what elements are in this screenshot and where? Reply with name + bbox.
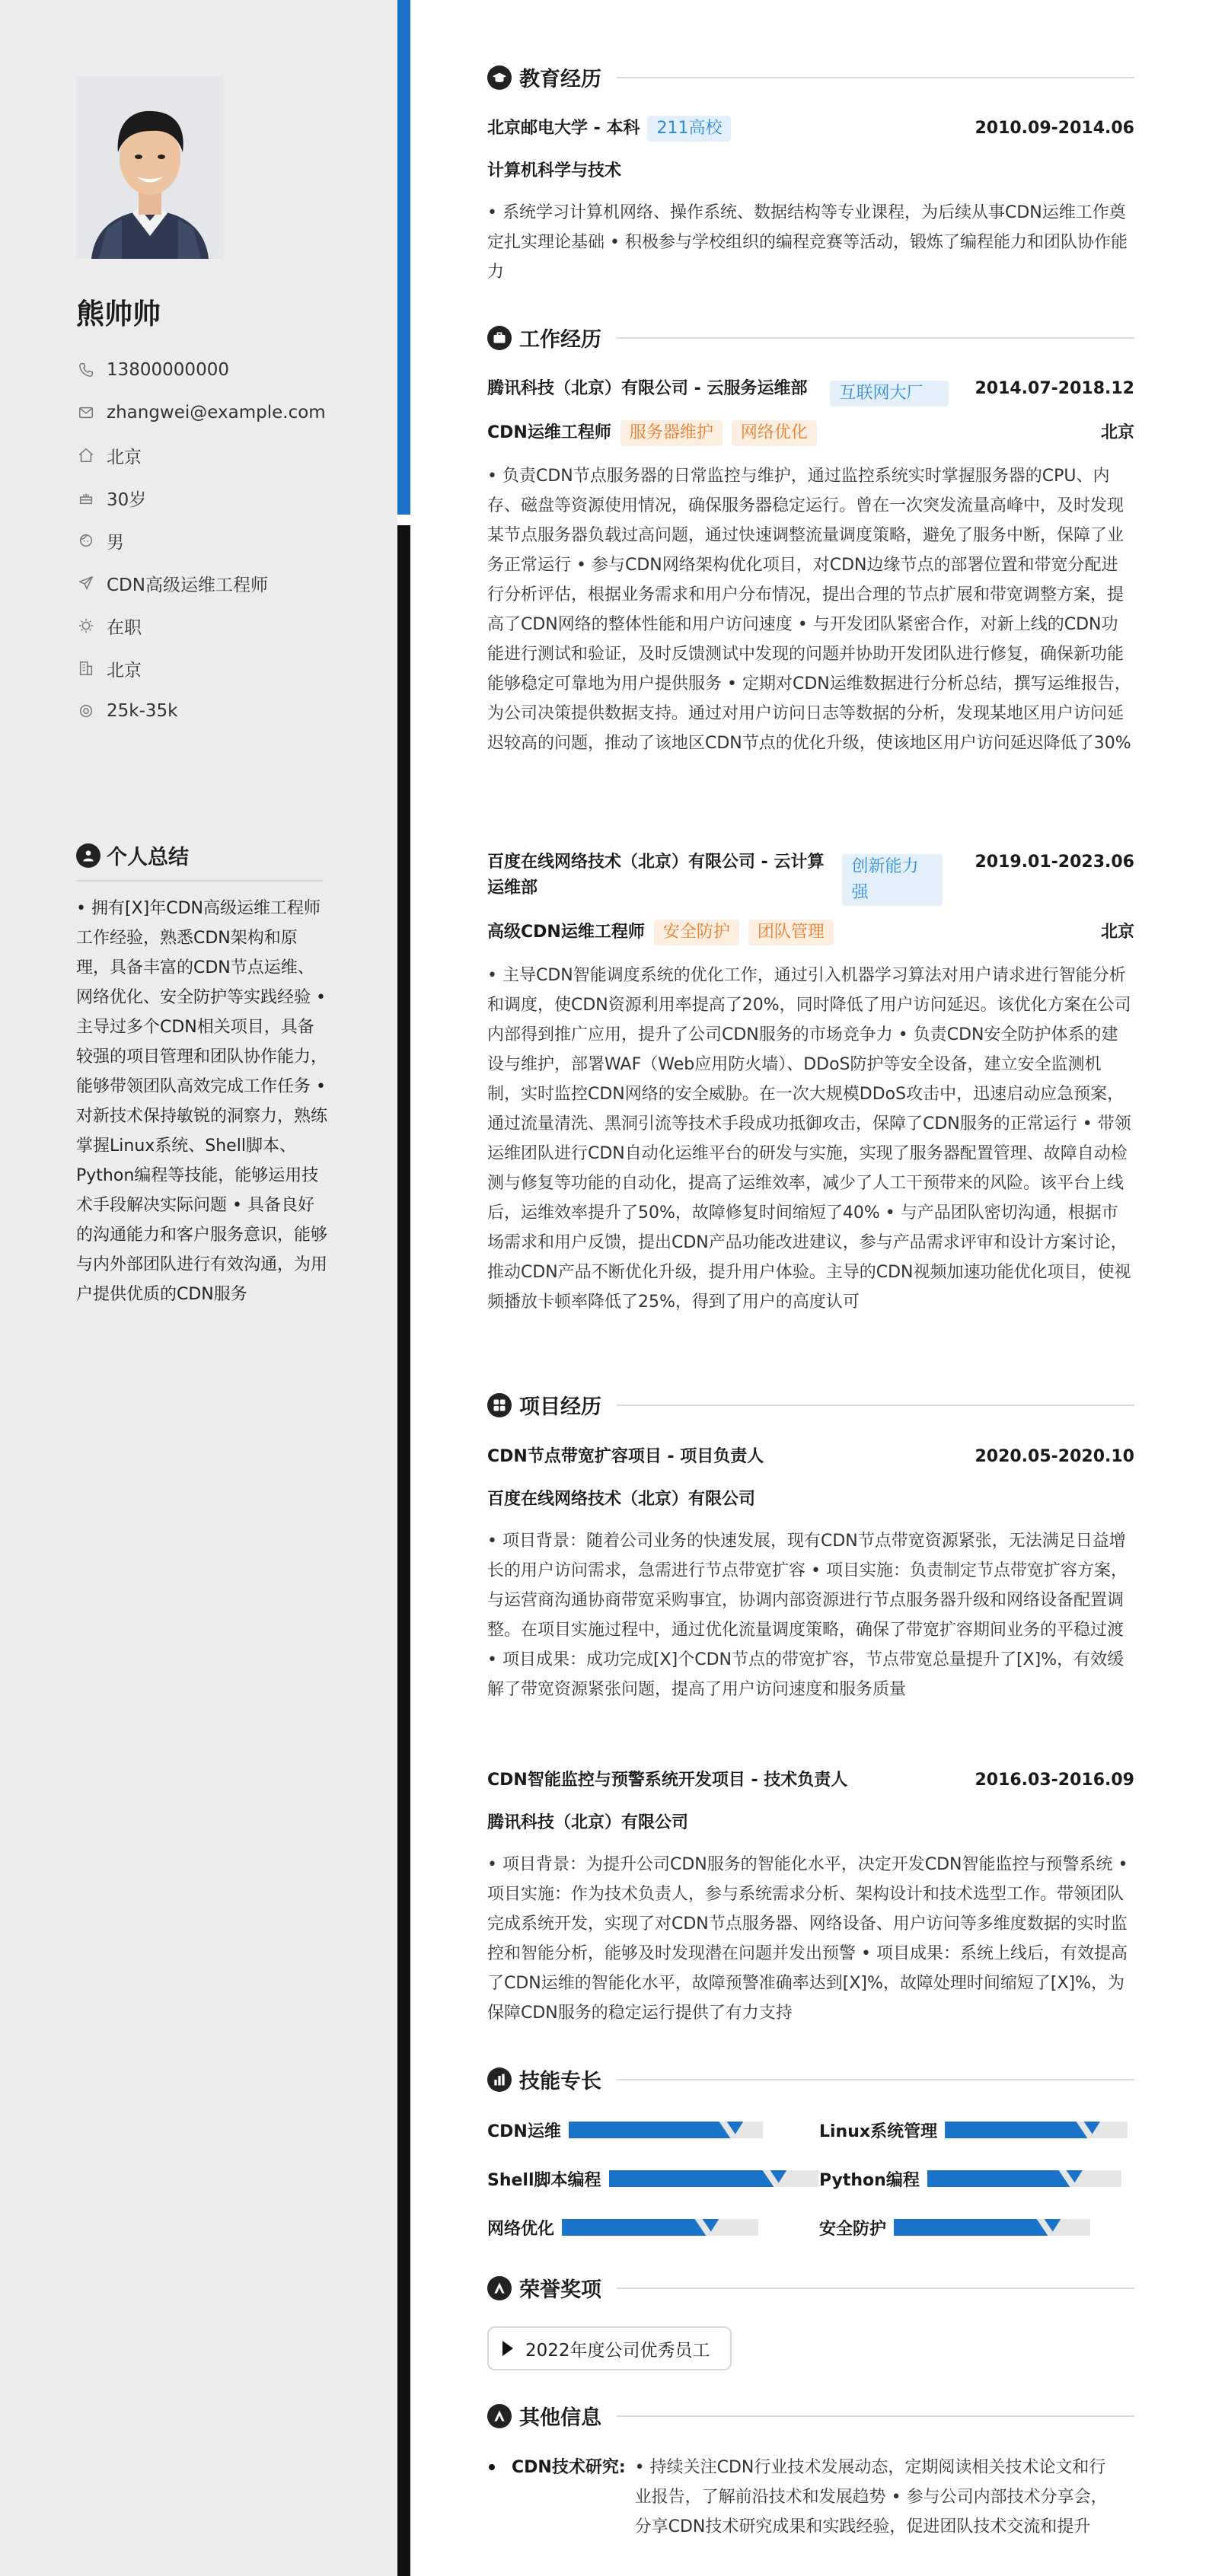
work-entry (487, 850, 1134, 1317)
info-salary-text: 25k-35k (107, 701, 178, 721)
skill-bar (609, 2170, 818, 2187)
summary-text: • 拥有[X]年CDN高级运维工程师工作经验，熟悉CDN架构和原理，具备丰富的CDN节点运维、网络优化、安全防护等实践经验 • 主导过多个CDN相关项目，具备较强的项目管理和团队协作能力，能够带领团队高效完成工作任务 • 对新技术保持敏锐的洞察力，熟练掌握Linux系统、Shell脚本、Python编程等技能，能够运用技术手段解决实际问题 • 具备良好的沟通能力和客户服务意识，能够与内外部团队进行有效沟通，为用户提供优质的CDN服务 (76, 899, 328, 1304)
project-company: 腾讯科技（北京）有限公司 (487, 1813, 689, 1832)
info-job-title-text: CDN高级运维工程师 (107, 575, 268, 595)
info-age (76, 477, 381, 519)
info-phone (76, 349, 381, 391)
skill-fill (562, 2219, 719, 2236)
send-icon (76, 573, 96, 593)
work-date: 2019.01-2023.06 (975, 853, 1134, 872)
other-entry (487, 2453, 1134, 2542)
summary-divider (76, 880, 323, 882)
skills-header (487, 2064, 1134, 2094)
honors-rule (617, 2287, 1134, 2289)
info-gender (76, 519, 381, 562)
bar-chart-icon (487, 2067, 512, 2092)
info-status-text: 在职 (107, 617, 142, 638)
education-desc: • 系统学习计算机网络、操作系统、数据结构等专业课程，为后续从事CDN运维工作奠定扎实理论基础 • 积极参与学校组织的编程竞赛等活动，锻炼了编程能力和团队协作能力 (487, 203, 1128, 282)
skill-name: 网络优化 (487, 2219, 555, 2239)
education-date: 2010.09-2014.06 (975, 119, 1134, 138)
skill-item (819, 2165, 1121, 2192)
work-skill-tag: 网络优化 (732, 420, 817, 446)
skills-rule (617, 2079, 1134, 2080)
summary-title: 个人总结 (107, 846, 189, 869)
other-title: 其他信息 (519, 2406, 601, 2430)
honors-header (487, 2273, 1134, 2303)
education-school: 北京邮电大学 - 本科 (487, 119, 640, 138)
work-location: 北京 (1100, 423, 1134, 442)
skill-name: CDN运维 (487, 2122, 561, 2141)
avatar (76, 76, 224, 259)
info-age-text: 30岁 (107, 489, 147, 510)
bullet-dot (489, 2464, 495, 2470)
other-label: CDN技术研究: (512, 2458, 626, 2477)
project-name: CDN智能监控与预警系统开发项目 - 技术负责人 (487, 1771, 848, 1790)
project-desc: • 项目背景：为提升公司CDN服务的智能化水平，决定开发CDN智能监控与预警系统 • 项目实施：作为技术负责人，参与系统需求分析、架构设计和技术选型工作。带领团队完成系统开发，实现了对CDN节点服务器、网络设备、用户访问等多维度数据的实时监控和智能分析，能够及时发现潜在问题并发出预警 • 项目成果：系统上线后，有效提高了CDN运维的智能化水平，故障预警准确率达到[X]%，故障处理时间缩短了[X]%，为保障CDN服务的稳定运行提供了有力支持 (487, 1855, 1128, 2023)
info-home-text: 北京 (107, 447, 142, 467)
user-icon (76, 843, 100, 868)
profile-name: 熊帅帅 (76, 298, 161, 330)
skill-name: Python编程 (819, 2170, 920, 2190)
work-skill-tag: 服务器维护 (620, 420, 723, 446)
work-skill-tag: 团队管理 (748, 920, 834, 945)
skills-title: 技能专长 (519, 2070, 601, 2093)
work-company: 腾讯科技（北京）有限公司 - 云服务运维部 (487, 379, 808, 398)
info-email (76, 391, 381, 434)
work-tag: 互联网大厂 (830, 381, 949, 406)
summary-header (76, 840, 323, 870)
skill-item (487, 2214, 758, 2241)
info-home (76, 434, 381, 477)
contact-info-list (76, 349, 381, 732)
work-header (487, 323, 1134, 352)
skill-item (819, 2214, 1090, 2241)
work-position: 高级CDN运维工程师 (487, 923, 645, 942)
skill-bar (569, 2122, 763, 2138)
work-position: CDN运维工程师 (487, 423, 611, 442)
other-rule (617, 2415, 1134, 2417)
info-phone-text: 13800000000 (107, 360, 229, 380)
education-rule (617, 77, 1134, 78)
project-company: 百度在线网络技术（北京）有限公司 (487, 1490, 756, 1509)
project-date: 2020.05-2020.10 (975, 1447, 1134, 1466)
info-job-title (76, 562, 381, 604)
education-tag: 211高校 (647, 116, 731, 142)
graduation-cap-icon (487, 65, 512, 90)
project-desc: • 项目背景：随着公司业务的快速发展，现有CDN节点带宽资源紧张，无法满足日益增长的用户访问需求，急需进行节点带宽扩容 • 项目实施：负责制定节点带宽扩容方案，与运营商沟通协商带宽采购事宜，协调内部资源进行节点服务器升级和网络设备配置调整。在项目实施过程中，通过优化流量调度策略，确保了带宽扩容期间业务的平稳过渡 • 项目成果：成功完成[X]个CDN节点的带宽扩容，节点带宽总量提升了[X]%，有效缓解了带宽资源紧张问题，提高了用户访问速度和服务质量 (487, 1532, 1128, 1699)
skill-name: Shell脚本编程 (487, 2170, 601, 2190)
accent-bar (397, 0, 410, 515)
skill-bar (945, 2122, 1128, 2138)
projects-rule (617, 1404, 1134, 1406)
project-entry (487, 1768, 1134, 2028)
skill-fill (927, 2170, 1083, 2187)
info-city-text: 北京 (107, 660, 142, 681)
info-gender-text: 男 (107, 532, 124, 553)
work-skill-tag: 安全防护 (654, 920, 739, 945)
skill-fill (894, 2219, 1061, 2236)
skill-item (487, 2165, 818, 2192)
education-header (487, 62, 1134, 92)
education-major: 计算机科学与技术 (487, 161, 622, 180)
skill-fill (945, 2122, 1100, 2138)
skill-fill (609, 2170, 787, 2187)
project-entry (487, 1444, 1134, 1704)
education-entry (487, 116, 1134, 287)
grid-icon (487, 1393, 512, 1417)
work-entry (487, 376, 1134, 758)
phone-icon (76, 360, 96, 380)
gender-icon (76, 531, 96, 550)
info-city (76, 647, 381, 690)
play-icon (502, 2341, 513, 2356)
work-company: 百度在线网络技术（北京）有限公司 - 云计算运维部 (487, 853, 825, 897)
work-tag: 创新能力强 (842, 854, 943, 906)
projects-header (487, 1390, 1134, 1420)
info-salary (76, 690, 381, 732)
info-email-text: zhangwei@example.com (107, 403, 326, 422)
info-status (76, 604, 381, 647)
skill-name: 安全防护 (819, 2219, 887, 2239)
skill-name: Linux系统管理 (819, 2122, 938, 2141)
other-text: • 持续关注CDN行业技术发展动态，定期阅读相关技术论文和行业报告，了解前沿技术和发展趋势 • 参与公司内部技术分享会，分享CDN技术研究成果和实践经验，促进团队技术交流和提升 (634, 2458, 1108, 2536)
home-icon (76, 445, 96, 465)
divider-bar (397, 525, 410, 2576)
award-item (487, 2326, 732, 2370)
work-date: 2014.07-2018.12 (975, 379, 1134, 398)
work-desc: • 主导CDN智能调度系统的优化工作，通过引入机器学习算法对用户请求进行智能分析和调度，使CDN资源利用率提高了20%，同时降低了用户访问延迟。该优化方案在公司内部得到推广应用，提升了公司CDN服务的市场竞争力 • 负责CDN安全防护体系的建设与维护，部署WAF（Web应用防火墙）、DDoS防护等安全设备，建立安全监测机制，实时监控CDN网络的安全威胁。在一次大规模DDoS攻击中，迅速启动应急预案，通过流量清洗、黑洞引流等技术手段成功抵御攻击，保障了CDN服务的正常运行 • 带领运维团队进行CDN自动化运维平台的研发与实施，实现了服务器配置管理、故障自动检测与修复等功能的自动化，提高了运维效率，减少了人工干预带来的风险。该平台上线后，运维效率提升了50%，故障修复时间缩短了40% • 与产品团队密切沟通，根据市场需求和用户反馈，提出CDN产品功能改进建议，参与产品需求评审和设计方案讨论，推动CDN产品不断优化升级，提升用户体验。主导的CDN视频加速功能优化项目，使视频播放卡顿率降低了25%，得到了用户的高度认可 (487, 966, 1131, 1312)
skill-item (819, 2116, 1128, 2144)
award-icon (487, 2276, 512, 2300)
education-title: 教育经历 (519, 68, 601, 91)
building-icon (76, 658, 96, 678)
skill-bar (562, 2219, 758, 2236)
project-name: CDN节点带宽扩容项目 - 项目负责人 (487, 1447, 764, 1466)
work-desc: • 负责CDN节点服务器的日常监控与维护，通过监控系统实时掌握服务器的CPU、内存、磁盘等资源使用情况，确保服务器稳定运行。曾在一次突发流量高峰中，及时发现某节点服务器负载过高问题，通过快速调整流量调度策略，避免了服务中断，保障了业务正常运行 • 参与CDN网络架构优化项目，对CDN边缘节点的部署位置和带宽分配进行分析评估，根据业务需求和用户分布情况，提出合理的节点扩展和带宽调整方案，提高了CDN网络的整体性能和用户访问速度 • 与开发团队紧密合作，对新上线的CDN功能进行测试和验证，及时反馈测试中发现的问题并协助开发团队进行修复，确保新功能能够稳定可靠地为用户提供服务 • 定期对CDN运维数据进行分析总结，撰写运维报告，为公司决策提供数据支持。通过对用户访问日志等数据的分析，发现某地区用户访问延迟较高的问题，推动了该地区CDN节点的优化升级，使该地区用户访问延迟降低了30% (487, 467, 1131, 753)
skill-fill (569, 2122, 744, 2138)
skill-item (487, 2116, 763, 2144)
other-header (487, 2401, 1134, 2431)
honors-title: 荣誉奖项 (519, 2278, 601, 2302)
work-location: 北京 (1100, 923, 1134, 942)
skill-bar (927, 2170, 1121, 2187)
briefcase-icon (487, 326, 512, 350)
work-title: 工作经历 (519, 328, 601, 352)
project-date: 2016.03-2016.09 (975, 1771, 1134, 1790)
mail-icon (76, 403, 96, 422)
work-rule (617, 337, 1134, 339)
status-icon (76, 616, 96, 636)
salary-icon (76, 701, 96, 721)
award-text: 2022年度公司优秀员工 (525, 2340, 710, 2361)
info-icon (487, 2404, 512, 2428)
cake-icon (76, 488, 96, 508)
skill-bar (894, 2219, 1090, 2236)
projects-title: 项目经历 (519, 1395, 601, 1419)
